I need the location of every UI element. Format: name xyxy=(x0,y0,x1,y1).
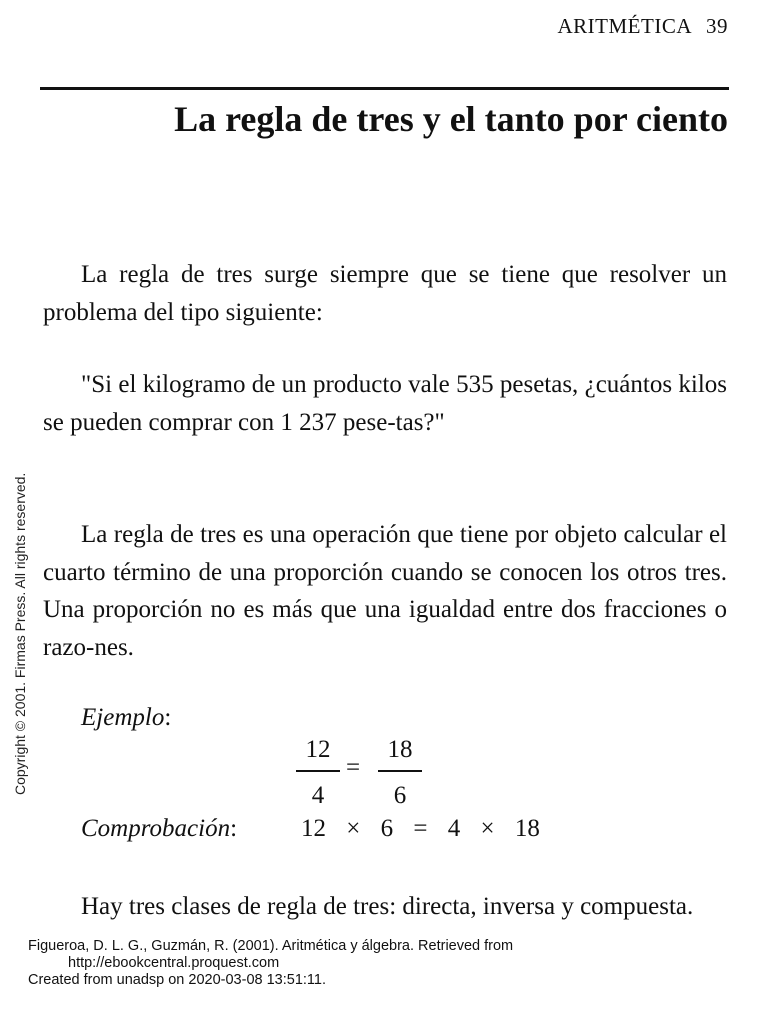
expr-operator: × xyxy=(346,815,361,842)
fraction-right-denominator: 6 xyxy=(393,782,407,809)
expr-term: 4 xyxy=(447,815,461,842)
paragraph-classes: Hay tres clases de regla de tres: directa, inversa y compuesta. xyxy=(81,893,694,920)
citation-line: Figueroa, D. L. G., Guzmán, R. (2001). Aritmética y álgebra. Retrieved from xyxy=(28,938,514,954)
expr-operator: × xyxy=(480,815,495,842)
copyright-margin-note: Copyright © 2001. Firmas Press. All rights reserved. xyxy=(12,472,28,795)
fraction-bar xyxy=(378,770,422,772)
check-line: Comprobación: 12 × 6 = 4 × 18 xyxy=(81,815,237,843)
citation-url[interactable]: http://ebookcentral.proquest.com xyxy=(68,955,280,971)
fraction-left xyxy=(298,732,338,814)
fraction-left-denominator: 4 xyxy=(311,782,325,809)
paragraph-definition: La regla de tres es una operación que tiene por objeto calcular el cuarto término de una proporción cuando se conocen los otros tres. Una proporción no es más que una igualdad entre dos fracciones o razo-nes. xyxy=(43,521,727,661)
fraction-left-numerator: 12 xyxy=(305,736,331,763)
check-expression xyxy=(301,815,554,843)
expr-term: 6 xyxy=(380,815,394,842)
expr-operator: = xyxy=(413,815,428,842)
fraction-right xyxy=(380,732,420,814)
fraction-right-numerator: 18 xyxy=(387,736,413,763)
equals-sign: = xyxy=(346,754,361,781)
running-title: ARITMÉTICA xyxy=(557,14,692,38)
example-label: Ejemplo: xyxy=(81,704,172,731)
citation-footer xyxy=(28,938,513,989)
paragraph-problem-quote: "Si el kilogramo de un producto vale 535 pesetas, ¿cuántos kilos se pueden comprar con 1 237 pese-tas?" xyxy=(43,371,727,436)
fraction-bar xyxy=(296,770,340,772)
page-number: 39 xyxy=(706,14,728,38)
paragraph-intro: La regla de tres surge siempre que se tiene que resolver un problema del tipo siguiente: xyxy=(43,261,727,326)
header-rule xyxy=(40,87,729,90)
expr-term: 18 xyxy=(514,815,540,842)
check-label: Comprobación xyxy=(81,815,231,842)
running-head xyxy=(558,14,729,39)
expr-term: 12 xyxy=(301,815,326,842)
citation-created: Created from unadsp on 2020-03-08 13:51:11. xyxy=(28,972,326,988)
section-title: La regla de tres y el tanto por ciento xyxy=(174,99,728,139)
